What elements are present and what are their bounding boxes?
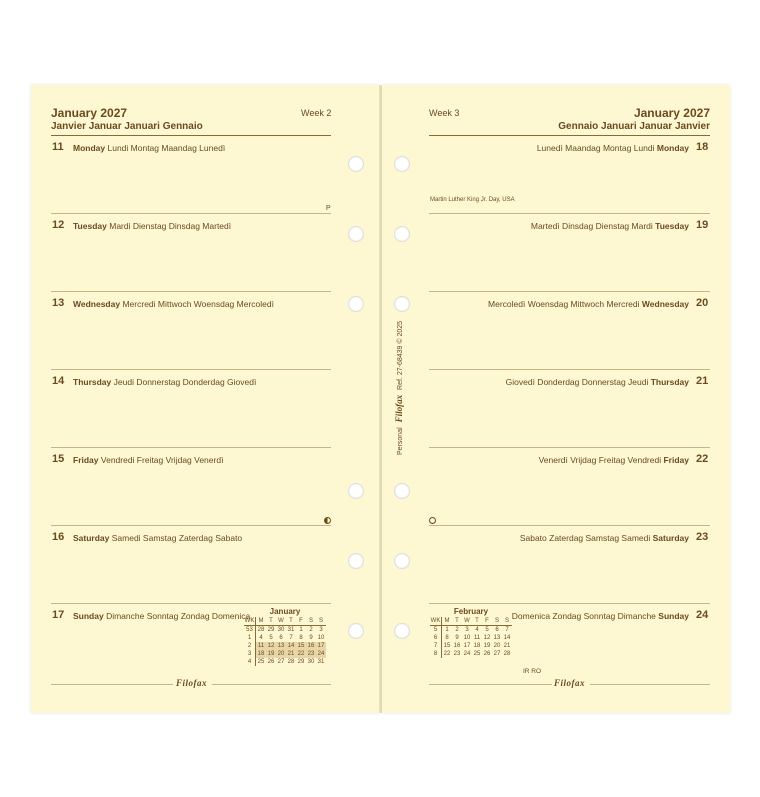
mini-calendar-date: 21 <box>287 651 295 657</box>
mini-calendar-date: 15 <box>443 643 451 649</box>
mini-calendar-date: 25 <box>257 659 265 665</box>
mini-calendar-week-row <box>244 634 326 642</box>
day-name-english: Thursday <box>73 377 112 387</box>
mini-calendar-date: 30 <box>307 659 315 665</box>
day-divider <box>51 447 331 448</box>
mini-calendar-weekday: T <box>266 617 276 626</box>
left-header-rule <box>51 135 331 136</box>
left-footer-rule <box>212 684 331 685</box>
mini-calendar-date: 3 <box>465 627 469 633</box>
mini-calendar-week-row <box>430 634 512 642</box>
mini-calendar-date: 29 <box>297 659 305 665</box>
day-name-translations: Jeudi Donnerstag Donderdag Giovedì <box>113 377 257 387</box>
mini-calendar-date: 5 <box>269 635 273 641</box>
day-number: 12 <box>52 219 65 231</box>
day-name-translations: Samedi Samstag Zaterdag Sabato <box>111 533 243 543</box>
mini-calendar-date: 15 <box>297 643 305 649</box>
mini-calendar-date: 14 <box>287 643 295 649</box>
mini-calendar-week-number: 7 <box>430 642 442 650</box>
punch-hole <box>348 156 364 172</box>
day-divider <box>51 525 331 526</box>
mini-calendar-date: 13 <box>277 643 285 649</box>
day-number: 11 <box>52 141 64 153</box>
mini-calendar-date: 10 <box>463 635 471 641</box>
mini-calendar-date: 6 <box>279 635 283 641</box>
mini-calendar-date: 22 <box>297 651 305 657</box>
mini-calendar-date: 4 <box>259 635 263 641</box>
day-name-english: Saturday <box>652 533 689 543</box>
day-name-english: Wednesday <box>73 299 121 309</box>
mini-calendar-week-row <box>244 626 326 635</box>
day-names <box>73 611 250 621</box>
right-week-label: Week 3 <box>429 108 460 118</box>
mini-calendar-date: 20 <box>277 651 285 657</box>
mini-calendar-date: 28 <box>503 651 511 657</box>
mini-calendar-date: 19 <box>267 651 275 657</box>
day-divider <box>51 603 331 604</box>
right-footer-logo: Filofax <box>554 678 586 688</box>
day-divider <box>429 291 710 292</box>
mini-calendar-date: 21 <box>503 643 511 649</box>
day-names <box>73 377 256 387</box>
day-divider <box>429 603 710 604</box>
day-names <box>506 377 689 387</box>
mini-calendar-date: 9 <box>309 635 313 641</box>
punch-hole <box>348 483 364 499</box>
mini-calendar-date: 27 <box>277 659 285 665</box>
mini-calendar-date: 23 <box>453 651 461 657</box>
mini-calendar-week-number: 53 <box>244 626 256 635</box>
right-month-subtitle: Gennaio Januari Januar Janvier <box>558 121 710 132</box>
day-name-english: Tuesday <box>73 221 107 231</box>
mini-calendar-title: February <box>453 607 489 616</box>
day-name-translations: Domenica Zondag Sonntag Dimanche <box>511 611 656 621</box>
day-number: 21 <box>696 375 709 387</box>
mini-calendar-weekday: W <box>276 617 286 626</box>
mini-calendar-date: 16 <box>453 643 461 649</box>
punch-hole <box>394 623 410 639</box>
day-name-translations: Venerdì Vrijdag Freitag Vendredi <box>538 455 662 465</box>
mini-calendar-date: 27 <box>493 651 501 657</box>
mini-calendar-week-number: 3 <box>244 650 256 658</box>
right-month-title: January 2027 <box>633 106 710 120</box>
mini-calendar-week-number: 4 <box>244 658 256 666</box>
mini-calendar-date: 31 <box>287 627 295 633</box>
mini-calendar-weekday: S <box>306 617 316 626</box>
country-codes: IR RO <box>523 668 542 675</box>
mini-calendar-date: 29 <box>267 627 275 633</box>
right-footer-rule <box>590 684 710 685</box>
mini-calendar-weekday: S <box>492 617 502 626</box>
mini-calendar-date: 13 <box>493 635 501 641</box>
day-divider <box>51 369 331 370</box>
day-names <box>73 455 223 465</box>
mini-calendar-january <box>244 607 326 666</box>
mini-calendar-date: 7 <box>505 627 509 633</box>
mini-calendar-date: 28 <box>257 627 265 633</box>
mini-calendar-date: 30 <box>277 627 285 633</box>
left-week-label: Week 2 <box>301 108 332 118</box>
punch-hole <box>394 226 410 242</box>
day-name-translations: Sabato Zaterdag Samstag Samedi <box>519 533 651 543</box>
spine-reference-text <box>394 321 404 455</box>
spine-personal: Personal <box>397 427 404 455</box>
punch-hole <box>394 553 410 569</box>
mini-calendar-week-number: 8 <box>430 650 442 658</box>
day-number: 20 <box>696 297 709 309</box>
day-name-translations: Giovedì Donderdag Donnerstag Jeudi <box>505 377 649 387</box>
mini-calendar-date: 6 <box>495 627 499 633</box>
mini-calendar-date: 14 <box>503 635 511 641</box>
day-name-english: Friday <box>663 455 689 465</box>
day-names <box>512 611 689 621</box>
day-divider <box>429 369 710 370</box>
mini-calendar-weekday: S <box>502 617 512 626</box>
mini-calendar-date: 26 <box>267 659 275 665</box>
day-name-translations: Lunedì Maandag Montag Lundi <box>536 143 655 153</box>
punch-hole <box>348 226 364 242</box>
mini-calendar-title: January <box>269 607 301 616</box>
mini-calendar-date: 26 <box>483 651 491 657</box>
day-divider <box>51 213 331 214</box>
day-name-translations: Mardi Dienstag Dinsdag Martedì <box>109 221 232 231</box>
day-number: 13 <box>52 297 65 309</box>
mini-calendar-weekday: T <box>472 617 482 626</box>
mini-calendar-week-number: 1 <box>244 634 256 642</box>
mini-calendar-date: 24 <box>317 651 325 657</box>
mini-calendar-date: 1 <box>299 627 303 633</box>
mini-calendar-date: 2 <box>309 627 313 633</box>
day-divider <box>429 525 710 526</box>
mini-calendar-week-number: 2 <box>244 642 256 650</box>
mini-calendar-date: 19 <box>483 643 491 649</box>
day-name-english: Wednesday <box>641 299 689 309</box>
day-names <box>537 143 689 153</box>
mini-calendar-date: 18 <box>256 650 267 658</box>
mini-calendar-weekday: WK <box>244 618 255 624</box>
spine-copyright: © 2025 <box>397 320 404 344</box>
mini-calendar-date: 25 <box>473 651 481 657</box>
mini-calendar-weekday: T <box>286 617 296 626</box>
mini-calendar-date: 12 <box>267 643 275 649</box>
spine-ref: Ref. 27-68439 <box>397 345 404 390</box>
mini-calendar-date: 9 <box>455 635 459 641</box>
day-names <box>73 299 274 309</box>
mini-calendar-header <box>244 617 326 626</box>
day-name-english: Tuesday <box>655 221 689 231</box>
day-name-english: Thursday <box>650 377 689 387</box>
mini-calendar-date: 5 <box>485 627 489 633</box>
mini-calendar-weekday: WK <box>430 618 441 624</box>
day-name-translations: Mercoledì Woensdag Mittwoch Mercredi <box>488 299 640 309</box>
moon-new-icon <box>429 517 436 524</box>
mini-calendar-week-row <box>430 650 512 658</box>
right-header-rule <box>429 135 710 136</box>
mini-calendar-weekday: S <box>316 617 326 626</box>
mini-calendar-date: 17 <box>317 643 325 649</box>
day-divider <box>429 447 710 448</box>
mini-calendar-weekday: W <box>462 617 472 626</box>
mini-calendar-weekday: F <box>482 617 492 626</box>
day-number: 16 <box>52 531 65 543</box>
day-name-translations: Vendredi Freitag Vrijdag Venerdì <box>100 455 224 465</box>
mini-calendar-date: 4 <box>475 627 479 633</box>
mini-calendar-date: 12 <box>483 635 491 641</box>
mini-calendar-date: 7 <box>289 635 293 641</box>
mini-calendar-weekday: F <box>296 617 306 626</box>
mini-calendar-date: 17 <box>463 643 471 649</box>
mini-calendar-date: 31 <box>317 659 325 665</box>
day-names <box>539 455 689 465</box>
day-name-translations: Mercredi Mittwoch Woensdag Mercoledì <box>122 299 274 309</box>
day-name-english: Monday <box>656 143 689 153</box>
mini-calendar-date: 23 <box>307 651 315 657</box>
day-number: 23 <box>696 531 709 543</box>
mini-calendar-week-row <box>430 626 512 635</box>
mini-calendar-date: 28 <box>287 659 295 665</box>
mini-calendar-date: 8 <box>445 635 449 641</box>
punch-hole <box>394 156 410 172</box>
day-names <box>73 143 225 153</box>
day-number: 17 <box>52 609 65 621</box>
day-number: 24 <box>696 609 709 621</box>
mini-calendar-date: 18 <box>473 643 481 649</box>
spine-brand-logo: Filofax <box>394 394 404 423</box>
day-number: 19 <box>696 219 709 231</box>
left-month-subtitle: Janvier Januar Januari Gennaio <box>51 121 203 132</box>
day-name-english: Saturday <box>73 533 110 543</box>
mini-calendar-date: 3 <box>319 627 323 633</box>
right-footer-rule <box>429 684 552 685</box>
mini-calendar-week-number: 5 <box>430 626 442 635</box>
day-divider <box>429 213 710 214</box>
day-name-translations: Lundi Montag Maandag Lunedì <box>107 143 226 153</box>
mini-calendar-date: 11 <box>256 642 267 650</box>
day-name-english: Friday <box>73 455 99 465</box>
mini-calendar-date: 10 <box>317 635 325 641</box>
day-name-translations: Martedì Dinsdag Dienstag Mardi <box>530 221 653 231</box>
day-name-english: Monday <box>73 143 106 153</box>
mini-calendar-date: 20 <box>493 643 501 649</box>
mini-calendar-date: 2 <box>455 627 459 633</box>
day-names <box>73 221 231 231</box>
day-divider <box>51 291 331 292</box>
left-footer-logo: Filofax <box>176 678 208 688</box>
mini-calendar-date: 1 <box>445 627 449 633</box>
day-number: 18 <box>696 141 709 153</box>
day-name-english: Sunday <box>73 611 104 621</box>
mini-calendar-date: 24 <box>463 651 471 657</box>
left-month-title: January 2027 <box>51 106 128 120</box>
day-name-translations: Dimanche Sonntag Zondag Domenica <box>106 611 251 621</box>
tuesday-mark: P <box>326 205 331 212</box>
moon-half-icon <box>324 517 331 524</box>
mini-calendar-weekday: M <box>256 617 267 626</box>
punch-hole <box>394 483 410 499</box>
day-names <box>73 533 242 543</box>
mini-calendar-week-number: 6 <box>430 634 442 642</box>
mini-calendar-header <box>430 617 512 626</box>
mini-calendar-weekday: M <box>442 617 453 626</box>
day-names <box>488 299 689 309</box>
mini-calendar-date: 8 <box>299 635 303 641</box>
holiday-note: Martin Luther King Jr. Day, USA <box>430 197 515 203</box>
day-names <box>520 533 689 543</box>
punch-hole <box>348 623 364 639</box>
mini-calendar-week-row <box>244 658 326 666</box>
mini-calendar-week-row <box>244 642 326 650</box>
mini-calendar-week-row <box>430 642 512 650</box>
mini-calendar-february <box>430 607 512 658</box>
left-footer-rule <box>51 684 173 685</box>
punch-hole <box>348 553 364 569</box>
mini-calendar-weekday: T <box>452 617 462 626</box>
day-names <box>531 221 689 231</box>
day-name-english: Sunday <box>658 611 689 621</box>
day-number: 15 <box>52 453 65 465</box>
day-number: 22 <box>696 453 709 465</box>
mini-calendar-week-row <box>244 650 326 658</box>
mini-calendar-date: 11 <box>473 635 481 641</box>
day-number: 14 <box>52 375 65 387</box>
mini-calendar-date: 22 <box>443 651 451 657</box>
punch-hole <box>394 296 410 312</box>
punch-hole <box>348 296 364 312</box>
mini-calendar-date: 16 <box>307 643 315 649</box>
